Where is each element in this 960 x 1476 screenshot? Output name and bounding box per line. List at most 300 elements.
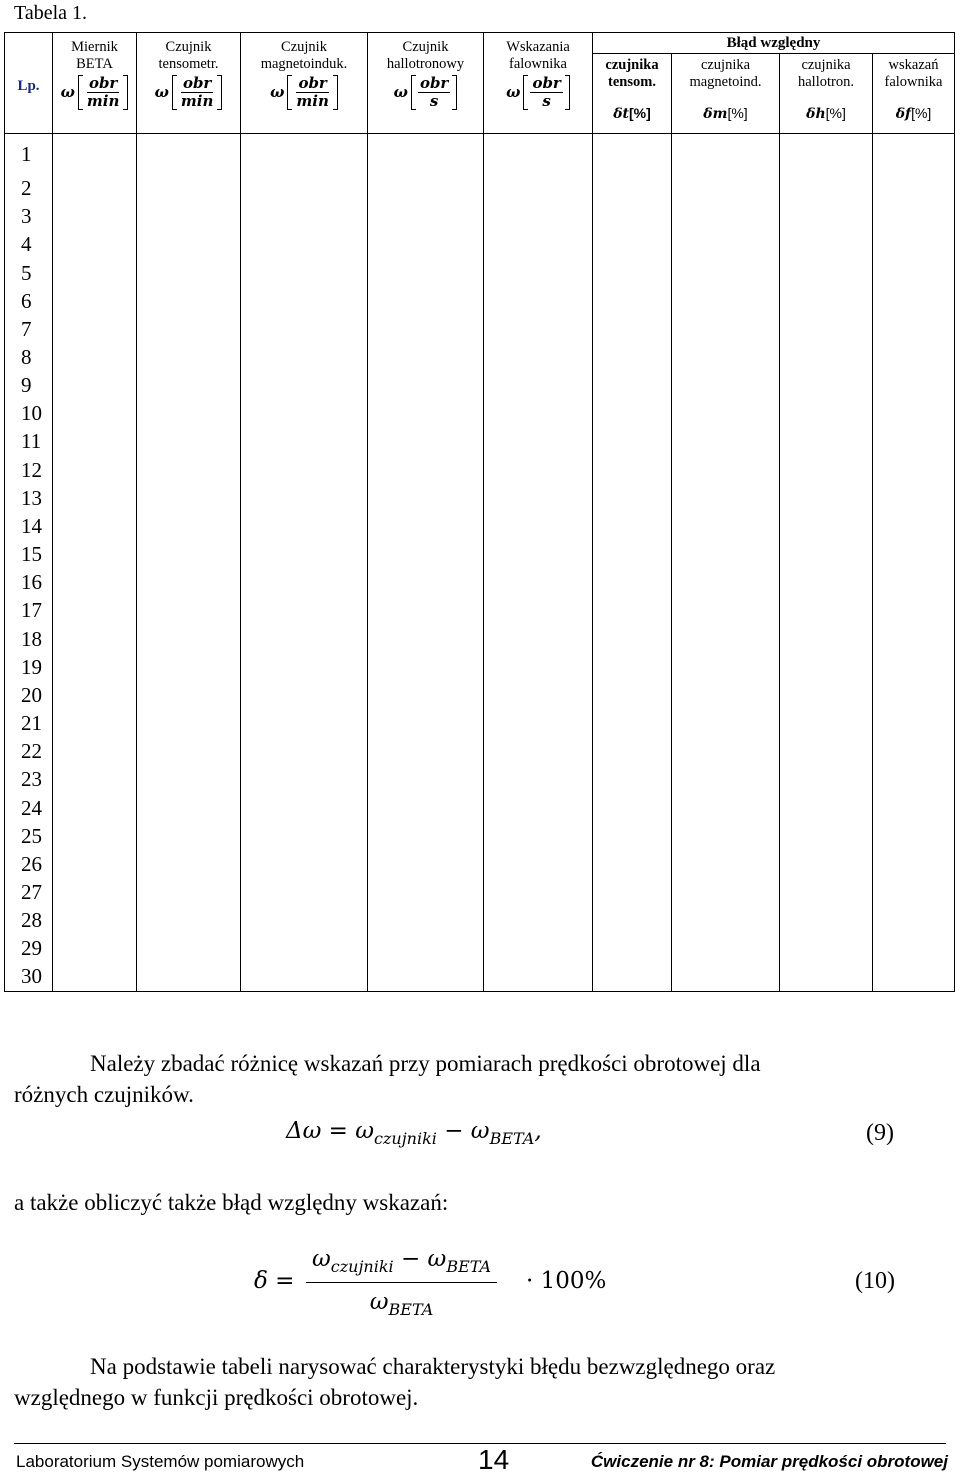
data-cell[interactable] [672,343,780,371]
data-cell[interactable] [137,934,241,962]
data-cell[interactable] [672,906,780,934]
data-cell[interactable] [368,134,484,175]
data-cell[interactable] [368,258,484,286]
data-cell[interactable] [137,596,241,624]
data-cell[interactable] [241,850,368,878]
data-cell[interactable] [137,287,241,315]
data-cell[interactable] [780,822,873,850]
data-cell[interactable] [137,315,241,343]
data-cell[interactable] [484,371,593,399]
data-cell[interactable] [241,399,368,427]
data-cell[interactable] [593,653,672,681]
data-cell[interactable] [53,343,137,371]
data-cell[interactable] [53,653,137,681]
data-cell[interactable] [593,174,672,202]
data-cell[interactable] [241,258,368,286]
data-cell[interactable] [484,258,593,286]
data-cell[interactable] [672,258,780,286]
header-title-line: czujnika [605,57,659,73]
data-cell[interactable] [368,568,484,596]
data-cell[interactable] [368,709,484,737]
data-cell[interactable] [672,230,780,258]
data-cell[interactable] [873,822,955,850]
data-cell[interactable] [484,681,593,709]
data-cell[interactable] [593,287,672,315]
data-cell[interactable] [780,625,873,653]
data-cell[interactable] [780,850,873,878]
data-cell[interactable] [53,568,137,596]
data-cell[interactable] [53,596,137,624]
data-cell[interactable] [780,174,873,202]
data-cell[interactable] [368,765,484,793]
data-cell[interactable] [137,709,241,737]
data-cell[interactable] [672,878,780,906]
table-row [5,625,955,653]
data-cell[interactable] [53,793,137,821]
data-cell[interactable] [780,343,873,371]
data-cell[interactable] [780,934,873,962]
row-number: 20 [5,681,53,709]
data-cell[interactable] [593,540,672,568]
eq10-num-sub-a: czujniki [330,1257,394,1276]
data-cell[interactable] [593,343,672,371]
data-cell[interactable] [672,822,780,850]
row-number: 29 [5,934,53,962]
data-cell[interactable] [53,822,137,850]
data-cell[interactable] [672,540,780,568]
data-cell[interactable] [780,962,873,991]
data-cell[interactable] [672,371,780,399]
data-cell[interactable] [780,512,873,540]
data-cell[interactable] [368,850,484,878]
error-unit [593,105,671,123]
data-cell[interactable] [484,934,593,962]
data-cell[interactable] [368,230,484,258]
data-cell[interactable] [593,625,672,653]
data-cell[interactable] [780,287,873,315]
data-cell[interactable] [53,134,137,175]
data-cell[interactable] [241,878,368,906]
data-cell[interactable] [368,625,484,653]
data-cell[interactable] [241,596,368,624]
data-cell[interactable] [368,540,484,568]
data-cell[interactable] [241,134,368,175]
data-cell[interactable] [672,568,780,596]
data-cell[interactable] [241,371,368,399]
data-cell[interactable] [368,371,484,399]
percent-unit: [%] [825,105,846,121]
data-cell[interactable] [484,653,593,681]
data-cell[interactable] [53,427,137,455]
data-cell[interactable] [780,737,873,765]
data-cell[interactable] [137,512,241,540]
error-unit [873,105,954,123]
data-cell[interactable] [53,709,137,737]
data-cell[interactable] [593,596,672,624]
data-cell[interactable] [593,793,672,821]
data-cell[interactable] [53,765,137,793]
data-cell[interactable] [241,962,368,991]
data-cell[interactable] [780,793,873,821]
data-cell[interactable] [593,371,672,399]
data-cell[interactable] [672,681,780,709]
data-cell[interactable] [780,315,873,343]
data-cell[interactable] [53,456,137,484]
data-cell[interactable] [780,371,873,399]
data-cell[interactable] [873,737,955,765]
data-cell[interactable] [780,456,873,484]
data-cell[interactable] [593,962,672,991]
data-cell[interactable] [53,962,137,991]
data-cell[interactable] [137,822,241,850]
row-number: 26 [5,850,53,878]
data-cell[interactable] [873,399,955,427]
data-cell[interactable] [53,512,137,540]
data-cell[interactable] [368,399,484,427]
data-cell[interactable] [484,906,593,934]
data-cell[interactable] [873,681,955,709]
data-cell[interactable] [137,427,241,455]
data-cell[interactable] [137,174,241,202]
data-cell[interactable] [593,202,672,230]
data-cell[interactable] [780,765,873,793]
data-cell[interactable] [241,906,368,934]
unit-numerator: obr [88,74,118,92]
data-cell[interactable] [484,427,593,455]
equation-9 [286,1118,542,1148]
data-cell[interactable] [241,822,368,850]
data-cell[interactable] [137,258,241,286]
data-cell[interactable] [873,456,955,484]
data-cell[interactable] [780,568,873,596]
data-cell[interactable] [484,399,593,427]
data-cell[interactable] [484,962,593,991]
data-cell[interactable] [53,737,137,765]
data-cell[interactable] [780,484,873,512]
data-cell[interactable] [137,399,241,427]
data-cell[interactable] [873,540,955,568]
data-cell[interactable] [780,709,873,737]
data-cell[interactable] [593,906,672,934]
data-cell[interactable] [241,315,368,343]
data-cell[interactable] [780,878,873,906]
data-cell[interactable] [780,202,873,230]
data-cell[interactable] [137,906,241,934]
data-cell[interactable] [53,371,137,399]
data-cell[interactable] [672,737,780,765]
data-cell[interactable] [484,456,593,484]
data-cell[interactable] [484,850,593,878]
data-cell[interactable] [873,793,955,821]
data-cell[interactable] [672,427,780,455]
table-row [5,737,955,765]
data-cell[interactable] [241,427,368,455]
data-cell[interactable] [873,906,955,934]
data-cell[interactable] [241,230,368,258]
data-cell[interactable] [368,596,484,624]
data-cell[interactable] [484,287,593,315]
data-cell[interactable] [241,934,368,962]
data-cell[interactable] [53,315,137,343]
data-cell[interactable] [873,484,955,512]
data-cell[interactable] [873,709,955,737]
data-cell[interactable] [53,202,137,230]
data-cell[interactable] [484,315,593,343]
data-cell[interactable] [53,399,137,427]
data-cell[interactable] [780,427,873,455]
data-cell[interactable] [873,174,955,202]
data-cell[interactable] [780,399,873,427]
data-cell[interactable] [593,427,672,455]
data-cell[interactable] [873,878,955,906]
data-cell[interactable] [593,484,672,512]
data-cell[interactable] [137,625,241,653]
row-number: 2 [5,174,53,202]
data-cell[interactable] [53,878,137,906]
data-cell[interactable] [780,230,873,258]
data-cell[interactable] [484,202,593,230]
data-cell[interactable] [873,230,955,258]
data-cell[interactable] [241,653,368,681]
data-cell[interactable] [593,230,672,258]
data-cell[interactable] [241,540,368,568]
data-cell[interactable] [53,484,137,512]
data-cell[interactable] [241,456,368,484]
data-cell[interactable] [672,934,780,962]
data-cell[interactable] [368,287,484,315]
data-cell[interactable] [593,737,672,765]
data-cell[interactable] [873,258,955,286]
data-cell[interactable] [368,343,484,371]
data-cell[interactable] [241,793,368,821]
equation-9-number: (9) [866,1120,894,1146]
eq9-lhs: Δω = ω [286,1118,375,1144]
data-cell[interactable] [593,850,672,878]
data-cell[interactable] [484,596,593,624]
data-cell[interactable] [484,765,593,793]
data-cell[interactable] [873,962,955,991]
data-cell[interactable] [53,850,137,878]
data-cell[interactable] [672,962,780,991]
data-cell[interactable] [672,315,780,343]
data-cell[interactable] [780,258,873,286]
unit-label [61,75,129,110]
data-cell[interactable] [137,230,241,258]
data-cell[interactable] [368,934,484,962]
data-cell[interactable] [241,174,368,202]
data-cell[interactable] [672,484,780,512]
data-cell[interactable] [873,371,955,399]
data-cell[interactable] [137,134,241,175]
omega-symbol: ω [506,83,521,101]
data-cell[interactable] [484,174,593,202]
data-cell[interactable] [593,878,672,906]
data-cell[interactable] [241,737,368,765]
data-cell[interactable] [53,540,137,568]
data-cell[interactable] [53,230,137,258]
data-cell[interactable] [137,568,241,596]
row-number: 8 [5,343,53,371]
data-cell[interactable] [672,399,780,427]
data-cell[interactable] [672,202,780,230]
data-cell[interactable] [593,822,672,850]
data-cell[interactable] [873,568,955,596]
data-cell[interactable] [368,202,484,230]
data-cell[interactable] [368,456,484,484]
data-cell[interactable] [780,653,873,681]
percent-unit: [%] [911,105,932,121]
data-cell[interactable] [137,343,241,371]
data-cell[interactable] [873,625,955,653]
data-cell[interactable] [672,793,780,821]
data-cell[interactable] [368,962,484,991]
data-cell[interactable] [368,653,484,681]
data-cell[interactable] [53,174,137,202]
data-cell[interactable] [484,230,593,258]
data-cell[interactable] [368,822,484,850]
data-cell[interactable] [241,681,368,709]
data-cell[interactable] [672,512,780,540]
data-cell[interactable] [873,934,955,962]
data-cell[interactable] [672,709,780,737]
header-lp: Lp. [5,33,53,134]
data-cell[interactable] [484,737,593,765]
table-row [5,484,955,512]
data-cell[interactable] [780,596,873,624]
data-cell[interactable] [137,484,241,512]
data-cell[interactable] [368,906,484,934]
data-cell[interactable] [241,202,368,230]
data-cell[interactable] [873,315,955,343]
data-cell[interactable] [780,906,873,934]
data-cell[interactable] [241,287,368,315]
data-cell[interactable] [484,822,593,850]
data-cell[interactable] [53,258,137,286]
row-number: 6 [5,287,53,315]
table-row [5,540,955,568]
data-cell[interactable] [368,512,484,540]
data-cell[interactable] [484,540,593,568]
data-cell[interactable] [137,765,241,793]
data-cell[interactable] [368,878,484,906]
data-cell[interactable] [593,568,672,596]
data-cell[interactable] [137,540,241,568]
data-cell[interactable] [672,625,780,653]
data-cell[interactable] [780,134,873,175]
data-cell[interactable] [137,737,241,765]
data-cell[interactable] [672,850,780,878]
data-cell[interactable] [53,287,137,315]
data-cell[interactable] [53,934,137,962]
data-cell[interactable] [368,793,484,821]
data-cell[interactable] [484,484,593,512]
data-cell[interactable] [241,568,368,596]
data-cell[interactable] [593,134,672,175]
data-cell[interactable] [873,653,955,681]
data-cell[interactable] [593,681,672,709]
data-cell[interactable] [137,371,241,399]
data-cell[interactable] [137,202,241,230]
data-cell[interactable] [137,456,241,484]
data-cell[interactable] [368,427,484,455]
data-cell[interactable] [873,427,955,455]
table-row [5,653,955,681]
data-cell[interactable] [593,399,672,427]
data-cell[interactable] [780,681,873,709]
data-cell[interactable] [241,625,368,653]
data-cell[interactable] [593,512,672,540]
data-cell[interactable] [368,484,484,512]
data-cell[interactable] [137,653,241,681]
data-cell[interactable] [368,174,484,202]
data-cell[interactable] [672,287,780,315]
data-cell[interactable] [137,850,241,878]
data-cell[interactable] [484,878,593,906]
data-cell[interactable] [484,343,593,371]
data-cell[interactable] [484,709,593,737]
data-cell[interactable] [241,765,368,793]
data-cell[interactable] [484,568,593,596]
data-cell[interactable] [873,287,955,315]
data-cell[interactable] [672,174,780,202]
data-cell[interactable] [484,134,593,175]
data-cell[interactable] [873,512,955,540]
data-cell[interactable] [241,343,368,371]
data-cell[interactable] [53,906,137,934]
data-cell[interactable] [368,315,484,343]
data-cell[interactable] [137,681,241,709]
data-cell[interactable] [53,681,137,709]
data-cell[interactable] [873,850,955,878]
data-cell[interactable] [672,653,780,681]
data-cell[interactable] [672,765,780,793]
data-cell[interactable] [241,709,368,737]
data-cell[interactable] [593,709,672,737]
table-row [5,850,955,878]
data-cell[interactable] [593,765,672,793]
data-cell[interactable] [593,315,672,343]
data-cell[interactable] [593,456,672,484]
data-cell[interactable] [672,456,780,484]
data-cell[interactable] [873,343,955,371]
data-cell[interactable] [53,625,137,653]
data-cell[interactable] [368,737,484,765]
data-cell[interactable] [873,596,955,624]
data-cell[interactable] [873,134,955,175]
data-cell[interactable] [368,681,484,709]
data-cell[interactable] [137,878,241,906]
data-cell[interactable] [672,596,780,624]
unit-bracket [78,75,128,110]
data-cell[interactable] [593,258,672,286]
data-cell[interactable] [241,484,368,512]
paragraph-relative-error: a także obliczyć także błąd względny wskazań: [14,1190,449,1215]
data-cell[interactable] [672,134,780,175]
data-cell[interactable] [241,512,368,540]
data-cell[interactable] [484,512,593,540]
data-cell[interactable] [873,765,955,793]
data-cell[interactable] [137,793,241,821]
data-cell[interactable] [137,962,241,991]
row-number: 12 [5,456,53,484]
data-cell[interactable] [484,625,593,653]
data-cell[interactable] [593,934,672,962]
data-cell[interactable] [484,793,593,821]
header-error-falownik [873,54,955,134]
data-cell[interactable] [780,540,873,568]
header-tensometr [137,33,241,134]
data-cell[interactable] [873,202,955,230]
